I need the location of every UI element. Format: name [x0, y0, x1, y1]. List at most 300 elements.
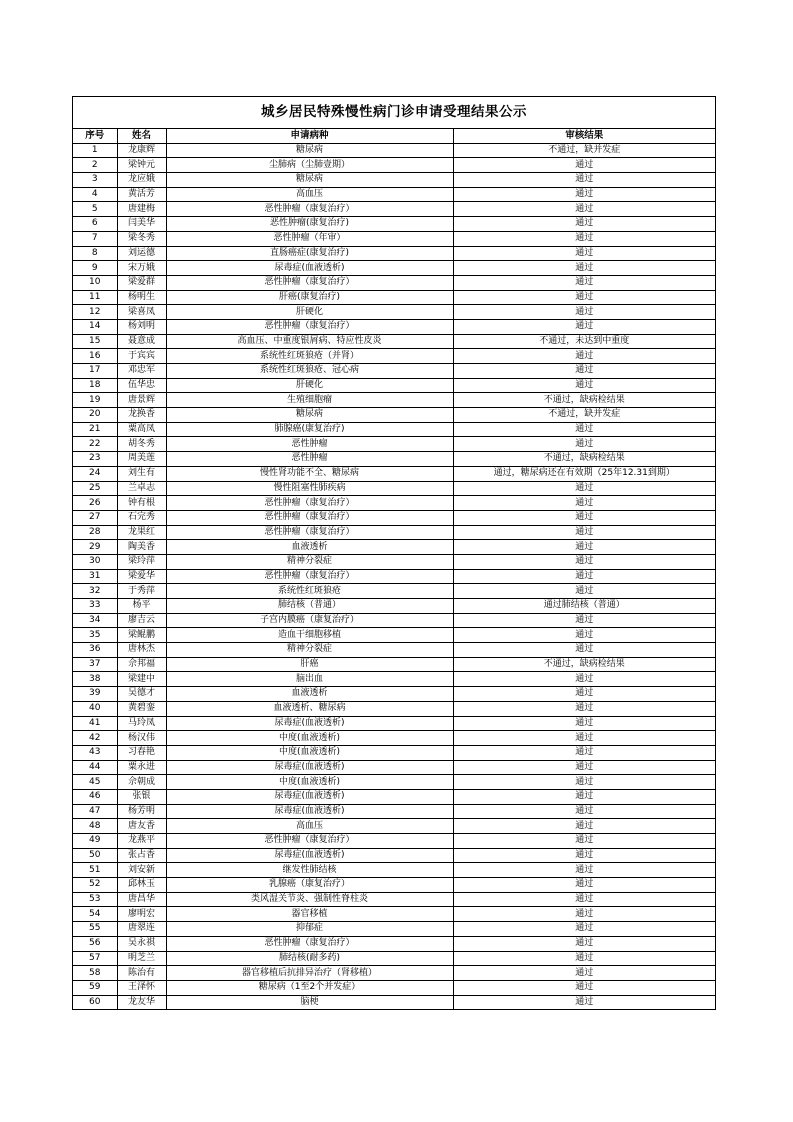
cell-name: 邓忠军: [117, 364, 166, 379]
cell-serial-number: 18: [73, 378, 117, 393]
cell-disease: 恶性肿瘤(康复治疗): [166, 217, 453, 232]
cell-name: 于秀萍: [117, 584, 166, 599]
cell-review-result: 通过: [453, 540, 715, 555]
cell-disease: 恶性肿瘤（康复治疗）: [166, 496, 453, 511]
cell-review-result: 通过: [453, 966, 715, 981]
table-row: [73, 819, 715, 834]
header-review-result: 审核结果: [453, 129, 715, 143]
cell-serial-number: 12: [73, 305, 117, 320]
cell-name: 王泽怀: [117, 980, 166, 995]
cell-name: 梁建中: [117, 672, 166, 687]
cell-serial-number: 54: [73, 907, 117, 922]
cell-name: 廖明宏: [117, 907, 166, 922]
cell-serial-number: 17: [73, 364, 117, 379]
cell-name: 兰卓志: [117, 481, 166, 496]
cell-review-result: 通过: [453, 261, 715, 276]
cell-disease: 抑郁症: [166, 922, 453, 937]
cell-review-result: 通过: [453, 217, 715, 232]
cell-review-result: 通过: [453, 672, 715, 687]
cell-review-result: 不通过，缺并发症: [453, 143, 715, 158]
cell-serial-number: 38: [73, 672, 117, 687]
cell-name: 刘生有: [117, 466, 166, 481]
cell-name: 杨汉伟: [117, 731, 166, 746]
table-row: [73, 349, 715, 364]
table-row: [73, 966, 715, 981]
cell-serial-number: 59: [73, 980, 117, 995]
cell-review-result: 通过: [453, 378, 715, 393]
cell-review-result: 通过: [453, 628, 715, 643]
cell-disease: 糖尿病: [166, 173, 453, 188]
table-row: [73, 922, 715, 937]
cell-name: 佘邦福: [117, 657, 166, 672]
cell-review-result: 通过: [453, 789, 715, 804]
cell-name: 于宾宾: [117, 349, 166, 364]
cell-disease: 继发性肺结核: [166, 863, 453, 878]
table-row: [73, 202, 715, 217]
table-row: [73, 834, 715, 849]
cell-review-result: 通过: [453, 510, 715, 525]
cell-review-result: 通过: [453, 231, 715, 246]
cell-name: 陶美香: [117, 540, 166, 555]
table-row: [73, 364, 715, 379]
cell-disease: 恶性肿瘤（康复治疗）: [166, 319, 453, 334]
table-row: [73, 261, 715, 276]
cell-review-result: 通过: [453, 187, 715, 202]
cell-review-result: 通过: [453, 290, 715, 305]
table-row: [73, 334, 715, 349]
cell-name: 杨明生: [117, 290, 166, 305]
cell-serial-number: 6: [73, 217, 117, 232]
table-body: [73, 143, 715, 1009]
table-row: [73, 246, 715, 261]
cell-serial-number: 14: [73, 319, 117, 334]
cell-serial-number: 52: [73, 878, 117, 893]
cell-name: 习春艳: [117, 745, 166, 760]
cell-name: 梁爱华: [117, 569, 166, 584]
table-row: [73, 540, 715, 555]
cell-disease: 恶性肿瘤（康复治疗）: [166, 569, 453, 584]
cell-serial-number: 11: [73, 290, 117, 305]
cell-review-result: 通过: [453, 481, 715, 496]
cell-serial-number: 1: [73, 143, 117, 158]
cell-name: 黄活芳: [117, 187, 166, 202]
cell-review-result: 不通过，缺病检结果: [453, 393, 715, 408]
cell-review-result: 不通过，缺并发症: [453, 408, 715, 423]
cell-serial-number: 43: [73, 745, 117, 760]
table-row: [73, 643, 715, 658]
cell-name: 黄碧銮: [117, 701, 166, 716]
cell-review-result: 通过: [453, 613, 715, 628]
cell-serial-number: 48: [73, 819, 117, 834]
cell-name: 周美莲: [117, 452, 166, 467]
table-row: [73, 936, 715, 951]
cell-disease: 精神分裂症: [166, 554, 453, 569]
cell-name: 明芝兰: [117, 951, 166, 966]
cell-name: 刘运德: [117, 246, 166, 261]
cell-review-result: 通过: [453, 643, 715, 658]
cell-serial-number: 26: [73, 496, 117, 511]
cell-disease: 血液透析: [166, 687, 453, 702]
cell-serial-number: 51: [73, 863, 117, 878]
table-row: [73, 584, 715, 599]
table-row: [73, 878, 715, 893]
cell-name: 杨芳明: [117, 804, 166, 819]
table-row: [73, 290, 715, 305]
cell-name: 杨平: [117, 599, 166, 614]
table-row: [73, 657, 715, 672]
table-row: [73, 701, 715, 716]
cell-review-result: 不通过，缺病检结果: [453, 657, 715, 672]
result-notice-sheet: [72, 96, 716, 1010]
cell-disease: 肝癌(康复治疗): [166, 290, 453, 305]
cell-disease: 血液透析: [166, 540, 453, 555]
cell-name: 钟有根: [117, 496, 166, 511]
cell-disease: 精神分裂症: [166, 643, 453, 658]
cell-review-result: 通过: [453, 202, 715, 217]
cell-name: 粟永进: [117, 760, 166, 775]
cell-name: 石完秀: [117, 510, 166, 525]
cell-review-result: 通过: [453, 731, 715, 746]
cell-name: 龙果红: [117, 525, 166, 540]
cell-review-result: 通过: [453, 437, 715, 452]
cell-serial-number: 22: [73, 437, 117, 452]
cell-review-result: 通过: [453, 922, 715, 937]
table-row: [73, 305, 715, 320]
table-row: [73, 452, 715, 467]
cell-serial-number: 49: [73, 834, 117, 849]
cell-disease: 肺腺癌(康复治疗): [166, 422, 453, 437]
cell-disease: 尿毒症(血液透析): [166, 804, 453, 819]
cell-name: 梁冬秀: [117, 231, 166, 246]
cell-serial-number: 55: [73, 922, 117, 937]
table-row: [73, 525, 715, 540]
cell-disease: 肝癌: [166, 657, 453, 672]
cell-serial-number: 53: [73, 892, 117, 907]
cell-disease: 尿毒症(血液透析): [166, 789, 453, 804]
cell-name: 宋万娥: [117, 261, 166, 276]
cell-disease: 乳腺癌（康复治疗）: [166, 878, 453, 893]
table-row: [73, 995, 715, 1009]
cell-serial-number: 60: [73, 995, 117, 1009]
cell-disease: 器官移植: [166, 907, 453, 922]
cell-name: 粟高凤: [117, 422, 166, 437]
table-row: [73, 143, 715, 158]
table-header-row: [73, 129, 715, 143]
table-row: [73, 231, 715, 246]
cell-disease: 系统性红斑狼疮、冠心病: [166, 364, 453, 379]
cell-disease: 尘肺病（尘肺壹期）: [166, 158, 453, 173]
cell-review-result: 通过: [453, 554, 715, 569]
cell-serial-number: 56: [73, 936, 117, 951]
cell-name: 吴德才: [117, 687, 166, 702]
cell-review-result: 通过: [453, 995, 715, 1009]
cell-serial-number: 58: [73, 966, 117, 981]
cell-disease: 高血压: [166, 819, 453, 834]
cell-disease: 尿毒症(血液透析): [166, 716, 453, 731]
cell-disease: 尿毒症(血液透析): [166, 261, 453, 276]
cell-review-result: 通过: [453, 980, 715, 995]
cell-disease: 慢性阻塞性肺疾病: [166, 481, 453, 496]
header-name: 姓名: [117, 129, 166, 143]
cell-disease: 中度(血液透析): [166, 731, 453, 746]
cell-review-result: 通过: [453, 687, 715, 702]
cell-disease: 肝硬化: [166, 378, 453, 393]
cell-review-result: 通过: [453, 848, 715, 863]
table-row: [73, 745, 715, 760]
cell-serial-number: 8: [73, 246, 117, 261]
cell-review-result: 通过: [453, 819, 715, 834]
cell-serial-number: 47: [73, 804, 117, 819]
cell-disease: 恶性肿瘤（康复治疗）: [166, 936, 453, 951]
table-row: [73, 848, 715, 863]
cell-name: 唐翠连: [117, 922, 166, 937]
cell-review-result: 通过: [453, 936, 715, 951]
cell-disease: 脑梗: [166, 995, 453, 1009]
cell-review-result: 通过: [453, 422, 715, 437]
cell-name: 梁钟元: [117, 158, 166, 173]
cell-disease: 恶性肿瘤（康复治疗）: [166, 275, 453, 290]
cell-serial-number: 29: [73, 540, 117, 555]
cell-review-result: 不通过，缺病检结果: [453, 452, 715, 467]
cell-review-result: 通过: [453, 760, 715, 775]
cell-disease: 系统性红斑狼疮: [166, 584, 453, 599]
cell-serial-number: 36: [73, 643, 117, 658]
table-row: [73, 980, 715, 995]
cell-serial-number: 24: [73, 466, 117, 481]
table-row: [73, 466, 715, 481]
cell-review-result: 通过: [453, 701, 715, 716]
cell-name: 杨刘明: [117, 319, 166, 334]
cell-review-result: 通过肺结核（普通）: [453, 599, 715, 614]
cell-name: 梁喜凤: [117, 305, 166, 320]
table-row: [73, 907, 715, 922]
cell-review-result: 通过: [453, 496, 715, 511]
cell-disease: 恶性肿瘤（康复治疗）: [166, 510, 453, 525]
cell-name: 马玲凤: [117, 716, 166, 731]
cell-review-result: 通过: [453, 569, 715, 584]
cell-disease: 高血压: [166, 187, 453, 202]
cell-name: 唐林杰: [117, 643, 166, 658]
cell-name: 唐建梅: [117, 202, 166, 217]
table-row: [73, 217, 715, 232]
cell-serial-number: 50: [73, 848, 117, 863]
table-row: [73, 481, 715, 496]
cell-serial-number: 23: [73, 452, 117, 467]
cell-serial-number: 7: [73, 231, 117, 246]
cell-disease: 糖尿病: [166, 143, 453, 158]
cell-serial-number: 30: [73, 554, 117, 569]
cell-serial-number: 39: [73, 687, 117, 702]
cell-serial-number: 34: [73, 613, 117, 628]
cell-name: 唐景辉: [117, 393, 166, 408]
cell-name: 梁爱群: [117, 275, 166, 290]
cell-review-result: 通过: [453, 907, 715, 922]
table-row: [73, 804, 715, 819]
cell-name: 刘安新: [117, 863, 166, 878]
cell-serial-number: 28: [73, 525, 117, 540]
cell-serial-number: 41: [73, 716, 117, 731]
cell-disease: 血液透析、糖尿病: [166, 701, 453, 716]
cell-name: 张占香: [117, 848, 166, 863]
cell-name: 唐友香: [117, 819, 166, 834]
table-row: [73, 408, 715, 423]
cell-review-result: 通过: [453, 892, 715, 907]
table-row: [73, 393, 715, 408]
table-row: [73, 687, 715, 702]
cell-review-result: 通过: [453, 246, 715, 261]
cell-disease: 肺结核（普通）: [166, 599, 453, 614]
cell-name: 梁玲萍: [117, 554, 166, 569]
cell-serial-number: 32: [73, 584, 117, 599]
cell-serial-number: 21: [73, 422, 117, 437]
cell-disease: 中度(血液透析): [166, 745, 453, 760]
cell-disease: 恶性肿瘤（年审）: [166, 231, 453, 246]
cell-name: 龙应娥: [117, 173, 166, 188]
cell-serial-number: 9: [73, 261, 117, 276]
cell-serial-number: 57: [73, 951, 117, 966]
cell-review-result: 通过，糖尿病还在有效期（25年12.31到期）: [453, 466, 715, 481]
cell-review-result: 通过: [453, 775, 715, 790]
cell-serial-number: 16: [73, 349, 117, 364]
table-row: [73, 716, 715, 731]
cell-review-result: 通过: [453, 305, 715, 320]
cell-name: 龙换香: [117, 408, 166, 423]
cell-disease: 类风湿关节炎、强制性脊柱炎: [166, 892, 453, 907]
cell-review-result: 通过: [453, 158, 715, 173]
cell-review-result: 通过: [453, 863, 715, 878]
cell-disease: 恶性肿瘤（康复治疗）: [166, 202, 453, 217]
cell-serial-number: 25: [73, 481, 117, 496]
cell-disease: 肺结核(耐多药): [166, 951, 453, 966]
cell-name: 伍华忠: [117, 378, 166, 393]
cell-review-result: 通过: [453, 745, 715, 760]
cell-disease: 直肠癌症(康复治疗): [166, 246, 453, 261]
cell-review-result: 通过: [453, 364, 715, 379]
cell-serial-number: 27: [73, 510, 117, 525]
table-row: [73, 731, 715, 746]
cell-name: 唐昌华: [117, 892, 166, 907]
cell-serial-number: 31: [73, 569, 117, 584]
cell-disease: 高血压、中重度银屑病、特应性皮炎: [166, 334, 453, 349]
table-row: [73, 789, 715, 804]
cell-serial-number: 46: [73, 789, 117, 804]
cell-disease: 恶性肿瘤（康复治疗）: [166, 834, 453, 849]
cell-serial-number: 3: [73, 173, 117, 188]
cell-serial-number: 35: [73, 628, 117, 643]
cell-name: 龙康辉: [117, 143, 166, 158]
cell-name: 陈治有: [117, 966, 166, 981]
cell-serial-number: 33: [73, 599, 117, 614]
cell-serial-number: 42: [73, 731, 117, 746]
header-serial-number: 序号: [73, 129, 117, 143]
cell-review-result: 通过: [453, 834, 715, 849]
cell-name: 佘朝成: [117, 775, 166, 790]
cell-serial-number: 37: [73, 657, 117, 672]
cell-disease: 恶性肿瘤: [166, 437, 453, 452]
cell-name: 邱林玉: [117, 878, 166, 893]
cell-disease: 造血干细胞移植: [166, 628, 453, 643]
cell-review-result: 通过: [453, 319, 715, 334]
cell-name: 吴永祺: [117, 936, 166, 951]
cell-name: 闫美华: [117, 217, 166, 232]
table-row: [73, 613, 715, 628]
table-row: [73, 951, 715, 966]
table-row: [73, 760, 715, 775]
table-row: [73, 510, 715, 525]
table-row: [73, 569, 715, 584]
table-row: [73, 775, 715, 790]
table-row: [73, 628, 715, 643]
cell-name: 龙友华: [117, 995, 166, 1009]
cell-disease: 肝硬化: [166, 305, 453, 320]
cell-review-result: 通过: [453, 584, 715, 599]
table-row: [73, 378, 715, 393]
cell-serial-number: 40: [73, 701, 117, 716]
table-row: [73, 496, 715, 511]
table-row: [73, 187, 715, 202]
table-row: [73, 892, 715, 907]
cell-name: 龙燕平: [117, 834, 166, 849]
cell-disease: 糖尿病: [166, 408, 453, 423]
table-row: [73, 422, 715, 437]
cell-name: 梁鲲鹏: [117, 628, 166, 643]
cell-review-result: 通过: [453, 173, 715, 188]
cell-disease: 器官移植后抗排异治疗（肾移植）: [166, 966, 453, 981]
table-row: [73, 275, 715, 290]
cell-disease: 慢性肾功能不全、糖尿病: [166, 466, 453, 481]
document-title: 城乡居民特殊慢性病门诊申请受理结果公示: [73, 97, 715, 129]
cell-serial-number: 45: [73, 775, 117, 790]
cell-serial-number: 5: [73, 202, 117, 217]
cell-disease: 糖尿病（1至2个并发症）: [166, 980, 453, 995]
cell-name: 聂意成: [117, 334, 166, 349]
cell-serial-number: 15: [73, 334, 117, 349]
cell-disease: 系统性红斑狼疮（并肾）: [166, 349, 453, 364]
cell-disease: 子宫内膜癌（康复治疗）: [166, 613, 453, 628]
cell-name: 廖吉云: [117, 613, 166, 628]
cell-review-result: 通过: [453, 951, 715, 966]
cell-review-result: 通过: [453, 804, 715, 819]
table-row: [73, 672, 715, 687]
cell-serial-number: 20: [73, 408, 117, 423]
cell-serial-number: 19: [73, 393, 117, 408]
table-row: [73, 863, 715, 878]
table-row: [73, 554, 715, 569]
result-table: [73, 129, 715, 1009]
cell-name: 张银: [117, 789, 166, 804]
cell-disease: 恶性肿瘤: [166, 452, 453, 467]
cell-disease: 生殖细胞瘤: [166, 393, 453, 408]
cell-disease: 脑出血: [166, 672, 453, 687]
table-row: [73, 319, 715, 334]
cell-disease: 尿毒症(血液透析): [166, 760, 453, 775]
cell-name: 胡冬秀: [117, 437, 166, 452]
table-row: [73, 173, 715, 188]
table-row: [73, 158, 715, 173]
header-disease: 申请病种: [166, 129, 453, 143]
cell-review-result: 通过: [453, 525, 715, 540]
cell-review-result: 不通过，未达到中重度: [453, 334, 715, 349]
table-row: [73, 599, 715, 614]
cell-serial-number: 44: [73, 760, 117, 775]
cell-review-result: 通过: [453, 349, 715, 364]
cell-review-result: 通过: [453, 716, 715, 731]
table-row: [73, 437, 715, 452]
cell-serial-number: 4: [73, 187, 117, 202]
cell-disease: 中度(血液透析): [166, 775, 453, 790]
cell-serial-number: 2: [73, 158, 117, 173]
cell-serial-number: 10: [73, 275, 117, 290]
